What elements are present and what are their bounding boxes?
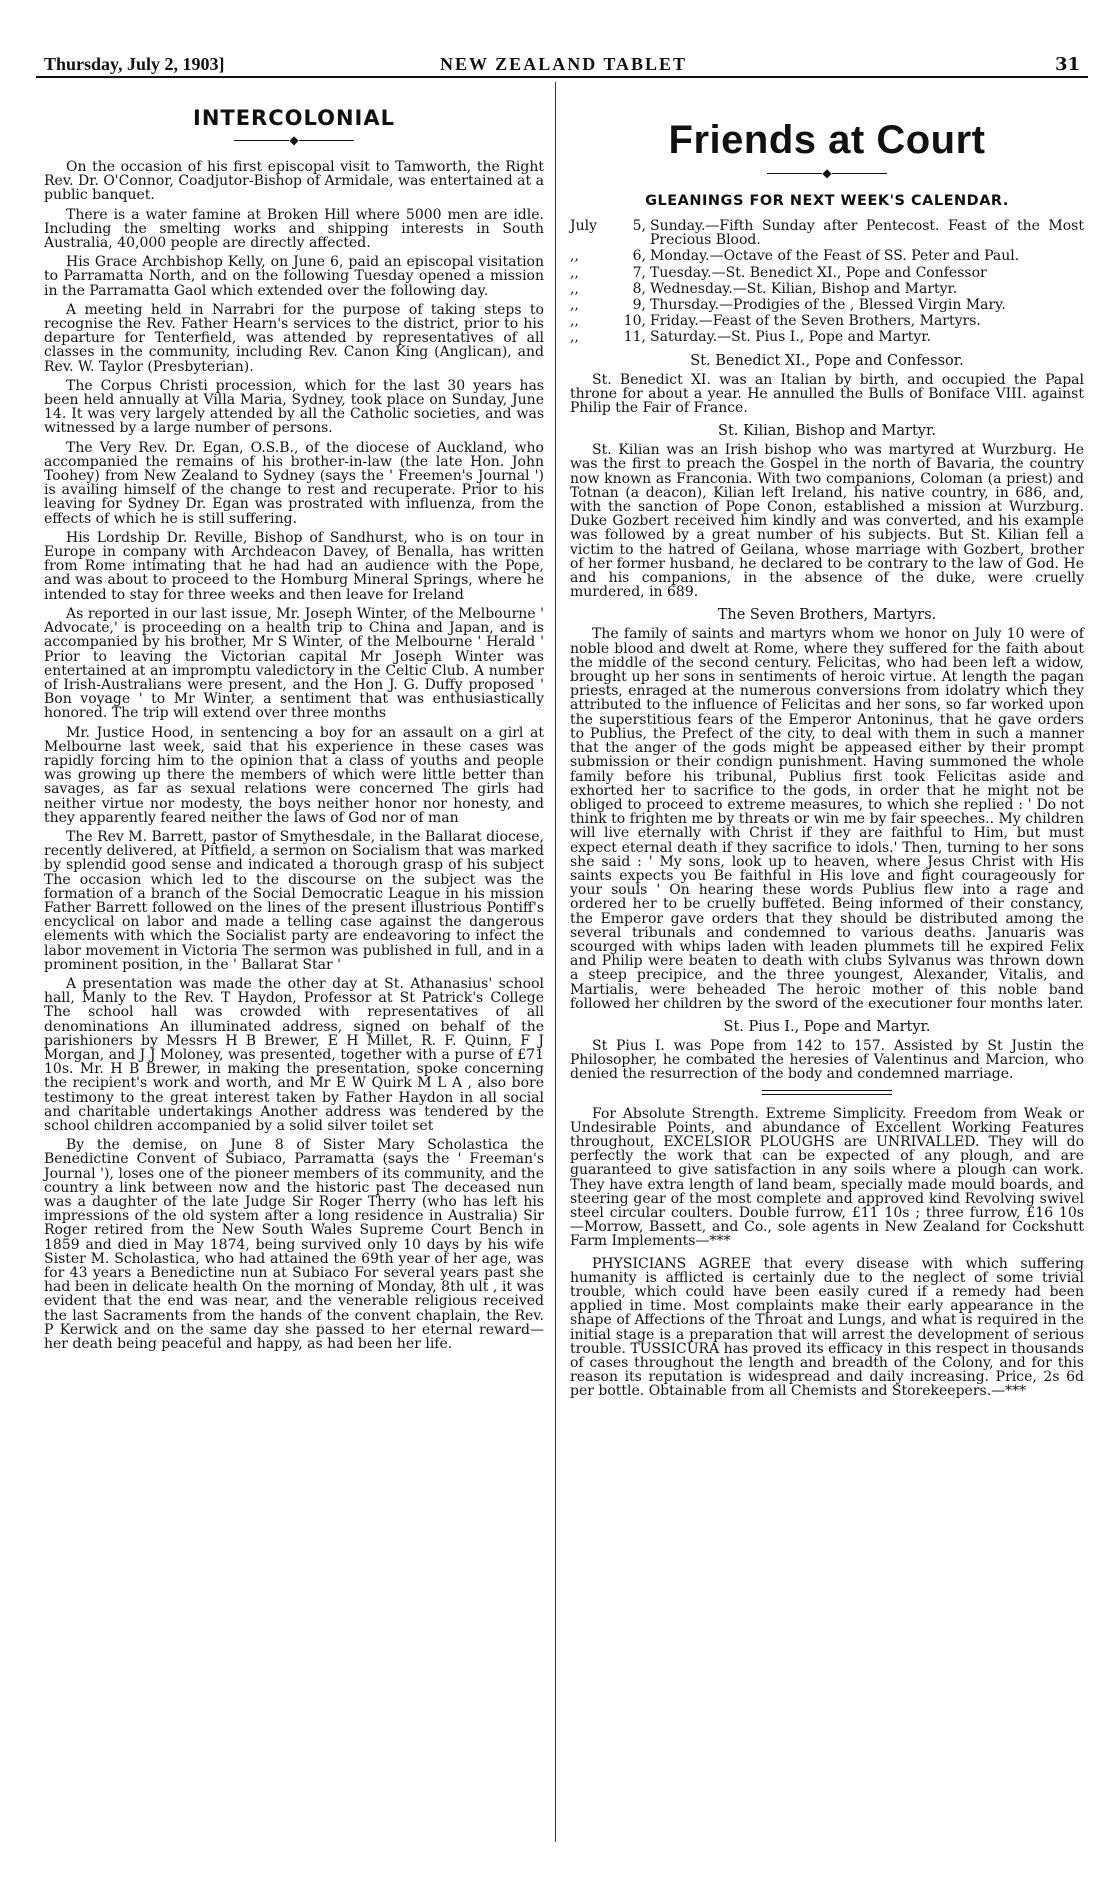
calendar-day: 7, — [632, 264, 646, 281]
intercolonial-heading: INTERCOLONIAL — [193, 106, 395, 130]
calendar-subheading: GLEANINGS FOR NEXT WEEK'S CALENDAR. — [645, 193, 1009, 209]
diamond-icon: ◆ — [822, 166, 832, 180]
calendar-day: 10, — [623, 313, 646, 330]
calendar-entry — [570, 266, 1084, 280]
heading-ornament — [570, 167, 1084, 179]
calendar-feast: Saturday.—St. Pius I., Pope and Martyr. — [650, 329, 931, 346]
calendar-day: 9, — [632, 297, 646, 314]
article-paragraph: As reported in our last issue, Mr. Joseph Winter, of the Melbourne ' Advocate,' is proceeding on a health trip to China and Japan, and is accompanied by his brother, Mr S Winter, of the Melbourne ' Herald ' Prior to leaving the Victorian capital Mr Joseph Winter was entertained at an impromptu valedictory in the Celtic Club. A number of Irish-Australians were present, and the Hon J. G. Duffy proposed ' Bon voyage ' to Mr Winter, a sentiment that was enthusiastically honored. The trip will extend over three months — [44, 605, 544, 722]
calendar-entry — [570, 330, 1084, 344]
saints-sections — [570, 353, 1084, 1082]
calendar-month: July — [570, 218, 598, 234]
calendar-feast: Monday.—Octave of the Feast of SS. Peter and Paul. — [650, 248, 1020, 265]
calendar-day: 5, — [632, 218, 646, 234]
column-divider — [555, 82, 556, 1842]
issue-date: Thursday, July 2, 1903] — [44, 54, 225, 74]
saint-paragraph: St. Kilian was an Irish bishop who was martyred at Wurzburg. He was the first to preach the Gospel in the north of Bavaria, the country now known as Franconia. With two companions, Coloman (a priest) and Totnan (a deacon), Kilian left Ireland, his native country, in 686, and, with the sanction of Pope Conon, established a mission at Wurzburg. Duke Gozbert received him kindly and was converted, and his example was followed by a great number of his subjects. But St. Kilian fell a victim to the hatred of Geilana, whose marriage with Gozbert, brother of her former husband, he declared to be contrary to the law of God. He and his companions, in the absence of the duke, were cruelly murdered, in 689. — [570, 442, 1084, 601]
article-paragraph: A meeting held in Narrabri for the purpose of taking steps to recognise the Rev. Father Hearn's services to the district, prior to his departure for Tenterfield, was attended by representatives of all classes in the community, including Rev. Canon King (Anglican), and Rev. W. Taylor (Presbyterian). — [44, 301, 544, 375]
article-paragraph: His Grace Archbishop Kelly, on June 6, paid an episcopal visitation to Parramatta North, and on the following Tuesday opened a mission in the Parramatta Gaol which extended over the following day. — [44, 254, 544, 299]
calendar-day: 8, — [632, 280, 646, 297]
saint-section-title: St. Pius I., Pope and Martyr. — [723, 1018, 931, 1035]
article-paragraph: Mr. Justice Hood, in sentencing a boy for an assault on a girl at Melbourne last week, said that his experience in these cases was rapidly forcing him to the opinion that a class of youths and people was growing up there the members of which were little better than savages, as far as sexual relations were concerned The girls had neither virtue nor modesty, the boys neither honor nor honesty, and they apparently feared neither the laws of God nor of man — [44, 724, 544, 826]
advertisement-paragraph: For Absolute Strength. Extreme Simplicity. Freedom from Weak or Undesirable Points, and abundance of Excellent Working Features throughout, EXCELSIOR PLOUGHS are UNRIVALLED. They will do perfectly the work that can be expected of any plough, and are guaranteed to give satisfaction in any soils where a plough can work. They have extra length of land beam, specially made mould boards, and steering gear of the most complete and approved kind Revolving swivel steel circular coulters. Double furrow, £11 10s ; three furrow, £16 10s —Morrow, Bassett, and Co., sole agents in New Zealand for Cockshutt Farm Implements—*** — [570, 1105, 1084, 1250]
calendar-month: ,, — [570, 248, 579, 265]
heading-ornament — [44, 134, 544, 146]
saint-paragraph: St Pius I. was Pope from 142 to 157. Assisted by St Justin the Philosopher, he combated the heresies of Valentinus and Marcion, who denied the resurrection of the body and condemned marriage. — [570, 1037, 1084, 1083]
friends-at-court-heading: Friends at Court — [668, 118, 986, 162]
right-column — [570, 88, 1084, 1407]
calendar-feast: Sunday.—Fifth Sunday after Pentecost. Feast of the Most Precious Blood. — [650, 218, 1084, 249]
calendar-month: ,, — [570, 313, 579, 330]
article-paragraph: By the demise, on June 8 of Sister Mary Scholastica the Benedictine Convent of Subiaco, Parramatta (says the ' Freeman's Journal '), loses one of the pioneer members of its community, and the country a link between now and the historic past The deceased nun was a daughter of the late Judge Sir Roger Therry (who has left his impressions of the old system after a long residence in Australia) Sir Roger retired from the New South Wales Supreme Court Bench in 1859 and died in May 1874, being survived only 10 days by his wife Sister M. Scholastica, who had attained the 69th year of her age, was for 43 years a Benedictine nun at Subiaco For several years past she had been in delicate health On the morning of Monday, 8th ult , it was evident that the end was near, and the venerable religious received the last Sacraments from the hands of the convent chaplain, the Rev. P Kerwick and on the same day she passed to her eternal reward—her death being peaceful and happy, as had been her life. — [44, 1137, 544, 1353]
article-paragraph: There is a water famine at Broken Hill where 5000 men are idle. Including the smelting works and shipping interests in South Australia, 40,000 people are directly affected. — [44, 206, 544, 252]
page-number: 31 — [1054, 54, 1080, 75]
page-header — [36, 48, 1088, 78]
advertisements — [570, 1107, 1084, 1399]
calendar-day: 11, — [623, 329, 646, 346]
article-paragraph: His Lordship Dr. Reville, Bishop of Sandhurst, who is on tour in Europe in company with Archdeacon Davey, of Benalla, has written from Rome intimating that he had had an audience with the Pope, and was about to proceed to the Homburg Mineral Springs, where he intended to stay for three weeks and then leave for Ireland — [44, 529, 544, 603]
section-rule — [762, 1090, 892, 1095]
calendar-entry — [570, 298, 1084, 312]
saint-section-title: St. Benedict XI., Pope and Confessor. — [690, 352, 964, 369]
calendar-feast: Friday.—Feast of the Seven Brothers, Martyrs. — [650, 313, 981, 330]
newspaper-title: NEW ZEALAND TABLET — [440, 54, 688, 74]
diamond-icon: ◆ — [289, 133, 299, 147]
article-paragraph: The Corpus Christi procession, which for the last 30 years has been held annually at Villa Maria, Sydney, took place on Sunday, June 14. It was very largely attended by all the Catholic societies, and was witnessed by a large number of persons. — [44, 377, 544, 437]
left-column — [44, 88, 544, 1356]
saint-paragraph: St. Benedict XI. was an Italian by birth, and occupied the Papal throne for about a year. He annulled the Bulls of Boniface VIII. against Philip the Fair of France. — [570, 371, 1084, 417]
calendar-day: 6, — [632, 248, 646, 265]
advertisement-paragraph: PHYSICIANS AGREE that every disease with which suffering humanity is afflicted is certainly due to the neglect of some trivial trouble, which could have been easily cured if a remedy had been applied in time. Most complaints make their early appearance in the shape of Affections of the Throat and Lungs, and what is required in the initial stage is a preparation that will arrest the development of serious trouble. TUSSICURA has proved its efficacy in this respect in thousands of cases throughout the length and breadth of the Colony, and for this reason its reputation is widespread and daily increasing. Price, 2s 6d per bottle. Obtainable from all Chemists and Storekeepers.—*** — [570, 1255, 1084, 1400]
saint-section-title: St. Kilian, Bishop and Martyr. — [718, 423, 936, 440]
article-paragraph: On the occasion of his first episcopal visit to Tamworth, the Right Rev. Dr. O'Connor, Coadjutor-Bishop of Armidale, was entertained at a public banquet. — [44, 159, 544, 204]
calendar-entry — [570, 282, 1084, 296]
calendar-feast: Wednesday.—St. Kilian, Bishop and Martyr. — [650, 280, 958, 297]
calendar-entry — [570, 219, 1084, 247]
saint-section-title: The Seven Brothers, Martyrs. — [717, 607, 937, 624]
feast-calendar — [570, 219, 1084, 345]
calendar-entry — [570, 249, 1084, 263]
calendar-month: ,, — [570, 329, 579, 346]
article-paragraph: A presentation was made the other day at St. Athanasius' school hall, Manly to the Rev. T Haydon, Professor at St Patrick's College The school hall was crowded with representatives of all denominations An illuminated address, signed on behalf of the parishioners by Messrs H B Brewer, E H Millet, R. F. Quinn, F J Morgan, and J J Moloney, was presented, together with a purse of £71 10s. Mr. H B Brewer, in making the presentation, spoke concerning the recipient's work and worth, and Mr E W Quirk M L A , also bore testimony to the great interest taken by Father Haydon in all social and charitable undertakings Another address was tendered by the school children accompanied by a solid silver toilet set — [44, 975, 544, 1134]
calendar-feast: Thursday.—Prodigies of the , Blessed Virgin Mary. — [650, 297, 1006, 314]
calendar-month: ,, — [570, 280, 579, 297]
article-paragraph: The Very Rev. Dr. Egan, O.S.B., of the diocese of Auckland, who accompanied the remains of his brother-in-law (the late Hon. John Toohey) from New Zealand to Sydney (says the ' Freemen's Journal ') is availing himself of the change to rest and recuperate. Prior to his leaving for Sydney Dr. Egan was prostrated with influenza, from the effects of which he is still suffering. — [44, 439, 544, 527]
calendar-month: ,, — [570, 264, 579, 281]
article-paragraph: The Rev M. Barrett, pastor of Smythesdale, in the Ballarat diocese, recently delivered, at Pitfield, a sermon on Socialism that was marked by splendid good sense and indicated a thorough grasp of his subject The occasion which led to the discourse on the subject was the formation of a branch of the Social Democratic League in his mission Father Barrett followed on the lines of the present illustrious Pontiff's encyclical on labor and made a telling case against the dangerous elements with which the Socialist party are endeavoring to infect the labor movement in Victoria The sermon was published in full, and in a prominent position, in the ' Ballarat Star ' — [44, 828, 544, 973]
intercolonial-paragraphs — [44, 160, 544, 1351]
calendar-month: ,, — [570, 297, 579, 314]
saint-paragraph: The family of saints and martyrs whom we honor on July 10 were of noble blood and dwelt at Rome, where they suffered for the faith about the middle of the second century. Felicitas, who had been left a widow, brought up her sons in sentiments of heroic virtue. At length the pagan priests, enraged at the numerous conversions from idolatry which they attributed to the influence of Felicitas and her sons, so far worked upon the superstitious fears of the Emperor Antoninus, that he gave orders to Publius, the Prefect of the city, to deal with them in such a manner that the anger of the gods might be appeased either by their prompt submission or their condign punishment. Having summoned the whole family before his tribunal, Publius first took Felicitas aside and exhorted her to sacrifice to the gods, in order that he might not be obliged to proceed to extreme measures, to which she replied : ' Do not think to frighten me by threats or win me by fair speeches.. My children will live eternally with Christ if they are faithful to Him, but must expect eternal death if they sacrifice to idols.' Then, turning to her sons she said : ' My sons, look up to heaven, where Jesus Christ with His saints expects you Be faithful in His love and fight courageously for your souls ' On hearing these words Publius flew into a rage and ordered her to be cruelly buffeted. Being informed of their constancy, the Emperor gave orders that they should be distributed among the several tribunals and condemned to various deaths. Januaris was scourged with whips laden with leaden plummets till he expired Felix and Philip were beaten to death with clubs Sylvanus was thrown down a steep precipice, and the three youngest, Alexander, Vitalis, and Martialis, were beheaded The heroic mother of this noble band followed her children by the sword of the executioner four months later. — [570, 626, 1084, 1012]
calendar-feast: Tuesday.—St. Benedict XI., Pope and Confessor — [650, 264, 987, 281]
calendar-entry — [570, 314, 1084, 328]
